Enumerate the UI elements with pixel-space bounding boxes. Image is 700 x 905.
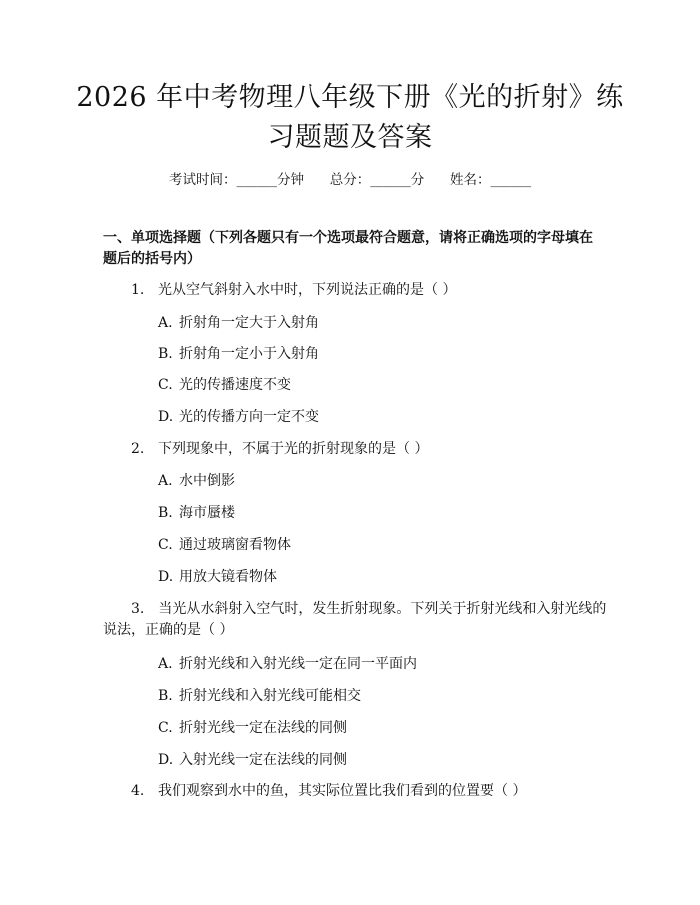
option-letter: C.	[158, 537, 173, 553]
option-text: 折射光线一定在法线的同侧	[179, 720, 347, 736]
question-text: 我们观察到水中的鱼，其实际位置比我们看到的位置要（ ）	[158, 783, 527, 799]
question-number: 4.	[131, 783, 145, 799]
section-heading	[103, 228, 603, 270]
option-text: 折射光线和入射光线一定在同一平面内	[179, 656, 417, 672]
document-title	[60, 78, 640, 158]
option-letter: B.	[158, 346, 173, 362]
option-text: 折射角一定小于入射角	[179, 346, 319, 362]
title-line-1: 2026 年中考物理八年级下册《光的折射》练	[76, 82, 624, 113]
option-text: 折射角一定大于入射角	[179, 315, 319, 331]
option-letter: D.	[158, 752, 174, 768]
option-text: 用放大镜看物体	[179, 569, 277, 585]
question-text: 下列现象中，不属于光的折射现象的是（ ）	[158, 441, 429, 457]
question-text-line-1	[131, 599, 611, 620]
option-letter: C.	[158, 377, 173, 393]
question-text: 当光从水斜射入空气时，发生折射现象。下列关于折射光线和入射光线的	[158, 601, 607, 617]
question-text: 光从空气斜射入水中时，下列说法正确的是（ ）	[158, 282, 457, 298]
option-text: 入射光线一定在法线的同侧	[179, 752, 347, 768]
option-text: 光的传播方向一定不变	[179, 409, 319, 425]
option-letter: B.	[158, 688, 173, 704]
question-number: 1.	[131, 282, 145, 298]
option-text: 海市蜃楼	[179, 505, 235, 521]
option-text: 光的传播速度不变	[179, 377, 291, 393]
option-letter: A.	[158, 473, 173, 489]
option-letter: B.	[158, 505, 173, 521]
option-text: 通过玻璃窗看物体	[179, 537, 291, 553]
option-letter: A.	[158, 656, 173, 672]
option-letter: A.	[158, 315, 173, 331]
section-heading-line-1: 一、单项选择题（下列各题只有一个选项最符合题意，请将正确选项的字母填在	[103, 230, 593, 246]
section-heading-line-2: 题后的括号内）	[103, 251, 201, 267]
question-number: 3.	[131, 601, 145, 617]
option-text: 水中倒影	[179, 473, 235, 489]
question-text-line-2: 说法，正确的是（ ）	[103, 622, 234, 638]
title-line-2: 习题题及答案	[267, 122, 433, 153]
option-letter: D.	[158, 569, 174, 585]
question-number: 2.	[131, 441, 145, 457]
option-letter: C.	[158, 720, 173, 736]
option-letter: D.	[158, 409, 174, 425]
exam-meta-line: 考试时间：______分钟 总分：______分 姓名：______	[169, 172, 531, 188]
option-text: 折射光线和入射光线可能相交	[179, 688, 361, 704]
